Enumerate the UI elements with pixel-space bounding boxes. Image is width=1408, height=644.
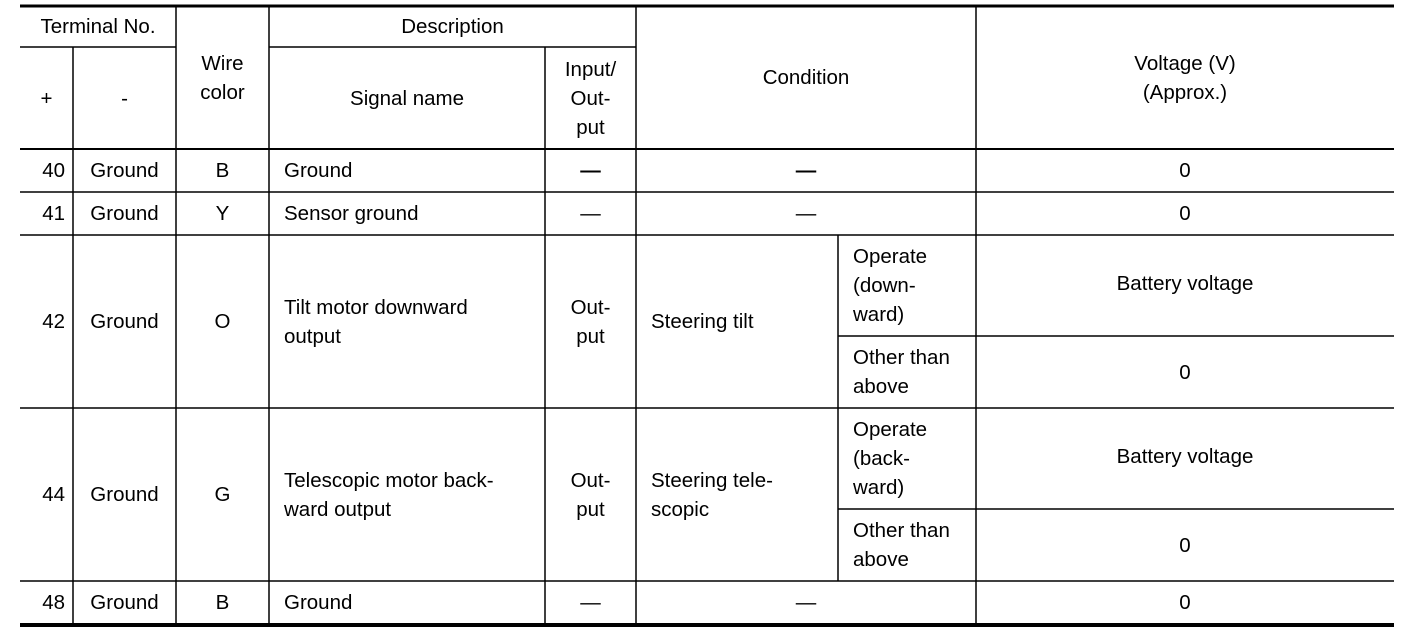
row-44-sub-2-state: Other than above [853, 519, 950, 571]
row-41-io: — [580, 202, 601, 225]
row-44-plus: 44 [42, 483, 65, 506]
row-42-wire-color: O [214, 310, 231, 333]
row-42-sub-1-state: Operate (down- ward) [853, 245, 928, 326]
row-42-plus: 42 [42, 310, 65, 333]
header-input-output: Input/ Out- put [564, 57, 617, 139]
header-minus: - [121, 86, 128, 110]
row-40-io: — [580, 159, 601, 182]
row-42-sub-2-voltage: 0 [1179, 360, 1191, 384]
row-44-sub-1-state: Operate (back- ward) [853, 418, 928, 499]
row-41-minus: Ground [90, 202, 159, 225]
row-48-plus: 48 [42, 590, 65, 614]
row-44-minus: Ground [90, 483, 159, 506]
row-48-signal-name: Ground [284, 590, 353, 614]
row-48-io: — [580, 590, 601, 614]
row-40-wire-color: B [215, 159, 230, 182]
row-42-signal-name: Tilt motor downward output [284, 295, 468, 348]
header-signal-name: Signal name [350, 86, 464, 110]
header-voltage: Voltage (V) (Approx.) [1134, 51, 1236, 104]
row-48-condition: — [795, 590, 817, 614]
row-40-plus: 40 [42, 159, 65, 182]
row-44-condition: Steering tele- scopic [651, 468, 773, 521]
row-42-sub-1-voltage: Battery voltage [1116, 271, 1254, 295]
header-plus: + [40, 86, 53, 110]
header-wire-color: Wire color [200, 51, 245, 104]
row-41-signal-name: Sensor ground [284, 202, 419, 225]
row-48-wire-color: B [215, 590, 230, 614]
row-42-minus: Ground [90, 310, 159, 333]
row-41-wire-color: Y [215, 202, 230, 225]
row-42-condition: Steering tilt [651, 310, 754, 333]
row-41-plus: 41 [42, 202, 65, 225]
row-44-io: Out- put [570, 468, 611, 521]
row-41-condition: — [795, 202, 817, 225]
row-41-voltage: 0 [1179, 202, 1191, 225]
row-42-io: Out- put [570, 295, 611, 348]
row-44-wire-color: G [214, 483, 231, 506]
row-44-sub-1-voltage: Battery voltage [1116, 444, 1254, 468]
row-40-voltage: 0 [1179, 159, 1191, 182]
row-40-minus: Ground [90, 159, 159, 182]
row-48-voltage: 0 [1179, 590, 1191, 614]
row-48-minus: Ground [90, 590, 159, 614]
header-terminal-no: Terminal No. [40, 15, 156, 38]
row-40-signal-name: Ground [284, 159, 353, 182]
row-40-condition: — [795, 159, 817, 182]
header-description: Description [401, 15, 504, 38]
row-44-sub-2-voltage: 0 [1179, 533, 1191, 557]
header-condition: Condition [762, 66, 850, 89]
row-42-sub-2-state: Other than above [853, 346, 950, 398]
row-44-signal-name: Telescopic motor back- ward output [284, 468, 494, 521]
